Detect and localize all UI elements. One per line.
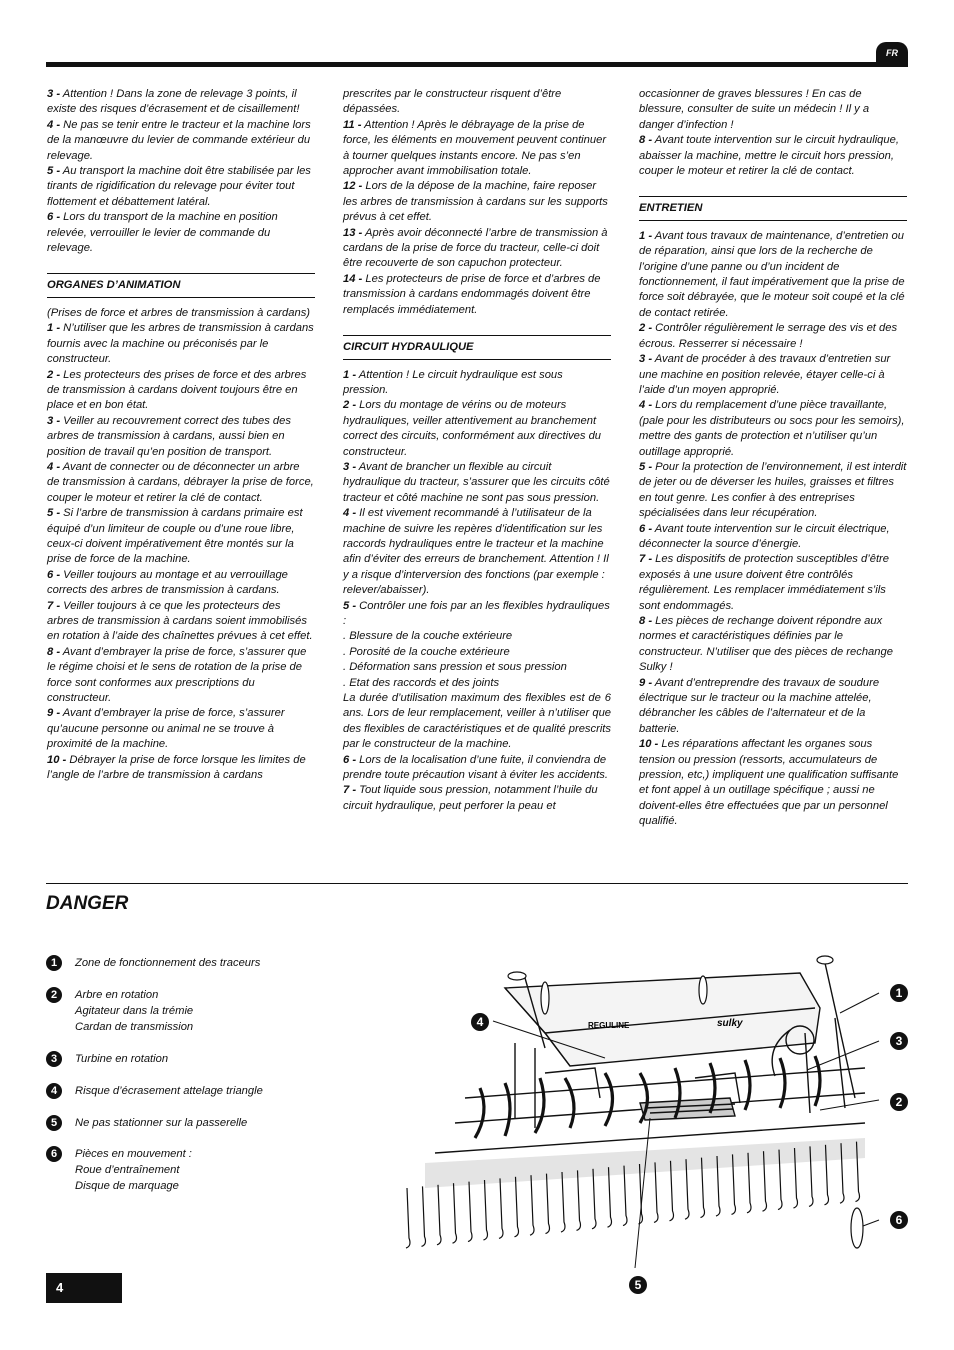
- tine: [406, 1188, 410, 1248]
- item-text: Avant toute intervention sur le circuit hydraulique, abaisser la machine, mettre le circuit hors pression, couper le moteur et retirer la clé de contact.: [639, 134, 899, 178]
- figure-number-4: 4: [471, 1013, 489, 1031]
- list-item: [639, 552, 907, 614]
- list-item: [343, 753, 611, 784]
- list-item: [639, 460, 907, 522]
- figure-number-3: 3: [890, 1032, 908, 1050]
- list-item: [47, 706, 315, 752]
- item-text: Les dispositifs de protection susceptibles d’être exposés à une usure doivent être contrôlés régulièrement. Les remplacer immédiatement s’ils sont endommagés.: [639, 553, 889, 612]
- list-item: [47, 599, 315, 645]
- item-text: Lors de la dépose de la machine, faire reposer les arbres de transmission à cardans sur les supports prévus à cet effet.: [343, 180, 608, 224]
- danger-title: DANGER: [46, 893, 129, 914]
- item-number: 6 -: [639, 522, 653, 535]
- item-text: Avant d’embrayer la prise de force, s’assurer qu’aucune personne ou animal ne se trouve à proximité de la machine.: [47, 707, 285, 751]
- item-number: 9 -: [639, 676, 653, 689]
- tine: [499, 1178, 503, 1238]
- list-item: [47, 506, 315, 568]
- tine: [437, 1185, 441, 1245]
- bullet-item: . Porosité de la couche extérieure: [343, 645, 510, 658]
- item-number: 6 -: [343, 753, 357, 766]
- item-text: Attention ! Dans la zone de relevage 3 points, il existe des risques d’écrasement et de cisaillement!: [47, 88, 300, 116]
- item-number: 4 -: [343, 507, 357, 520]
- list-item: [47, 87, 315, 118]
- list-item: [639, 737, 907, 829]
- tine: [453, 1183, 457, 1243]
- tine: [608, 1167, 612, 1227]
- item-text: Avant toute intervention sur le circuit électrique, déconnecter la source d’énergie.: [639, 522, 890, 550]
- tine: [468, 1182, 472, 1242]
- item-text: Les protecteurs de prise de force et d’arbres de transmission à cardans endommagés doivent être remplacés immédiatement.: [343, 272, 601, 316]
- item-text: Lors du transport de la machine en position relevée, verrouiller le levier de commande du relevage.: [47, 211, 278, 255]
- item-text: Avant d’entreprendre des travaux de soudure électrique sur le tracteur ou la machine attelée, débrancher les câbles de l’alternateur et de la batterie.: [639, 676, 880, 735]
- item-text: Avant de connecter ou de déconnecter un arbre de transmission à cardans, débrayer la prise de force, couper le moteur et retirer la clé de contact.: [47, 460, 314, 504]
- item-text: Au transport la machine doit être stabilisée par les tirants de rigidification du relevage pour éviter tout flottement et débattement latéral.: [47, 165, 311, 208]
- hopper-model-label: REGULINE: [588, 1021, 630, 1030]
- figure-number-6: 6: [890, 1211, 908, 1229]
- list-item: [47, 321, 315, 367]
- item-text: Il est vivement recommandé à l’utilisateur de la machine de suivre les repères d’identification sur les raccords hydrauliques entre le tracteur et la machine afin d’éviter des erreurs de branchement. Attention ! Il y a risque d’interversion des fonctions (par exemple : relever/abaisser).: [343, 507, 609, 597]
- item-number: 7 -: [47, 599, 61, 612]
- item-text: Lors de la localisation d’une fuite, il conviendra de prendre toute précaution visant à éviter les accidents.: [343, 753, 608, 782]
- continuation-text: occasionner de graves blessures ! En cas de blessure, consulter de suite un médecin ! Il y a danger d’infection !: [639, 88, 870, 131]
- list-item: [343, 368, 611, 399]
- list-item: [639, 522, 907, 553]
- tine: [422, 1186, 426, 1246]
- page-number: 4: [46, 1273, 122, 1303]
- item-number: 6 -: [47, 568, 61, 581]
- list-item: [47, 368, 315, 414]
- item-number: 4 -: [47, 460, 61, 473]
- paragraph-flexibles: La durée d’utilisation maximum des flexibles est de 6 ans. Lors de leur remplacement, veiller à n’utiliser que des flexibles de caractéristiques et de qualité prescrits par le constructeur de la machine.: [343, 692, 612, 751]
- language-tab: FR: [876, 42, 908, 64]
- continuation-text: prescrites par le constructeur risquent d’être dépassées.: [343, 88, 562, 116]
- item-number: 3 -: [47, 88, 61, 100]
- list-item: [343, 118, 611, 180]
- danger-rule: [46, 883, 908, 884]
- list-item: [639, 676, 907, 738]
- column-2: [343, 87, 611, 814]
- item-number: 6 -: [47, 211, 61, 224]
- item-number: 12 -: [343, 180, 363, 193]
- list-item: [343, 460, 611, 506]
- item-number: 3 -: [639, 353, 653, 366]
- item-number: 9 -: [47, 707, 61, 720]
- item-text: Avant de procéder à des travaux d’entretien sur une machine en position relevée, étayer celle-ci à l’aide d’un moyen approprié.: [639, 353, 891, 396]
- item-text: Après avoir déconnecté l’arbre de transmission à cardans de la prise de force du tracteur, celle-ci doit être recouverte de son capuchon protecteur.: [343, 226, 608, 270]
- bullet-item: . Blessure de la couche extérieure: [343, 630, 513, 643]
- list-item: [47, 460, 315, 506]
- figure-number-1: 1: [890, 984, 908, 1002]
- item-text: Avant de brancher un flexible au circuit hydraulique du tracteur, s’assurer que les circuits côté tracteur et côté machine ne sont pas sous pression.: [343, 460, 610, 504]
- item-number: 2 -: [639, 322, 653, 335]
- item-number: 8 -: [639, 134, 653, 147]
- section-title-organes: ORGANES D’ANIMATION: [47, 273, 315, 297]
- list-item: [343, 783, 611, 814]
- item-text: Si l’arbre de transmission à cardans primaire est équipé d’un limiteur de couple ou d’une roue libre, ceux-ci doivent impérativement être montés sur la prise de force de la machine.: [47, 507, 303, 566]
- list-item: [639, 321, 907, 352]
- list-item: [47, 414, 315, 460]
- column-1: [47, 87, 315, 783]
- section-title-hydraulique: CIRCUIT HYDRAULIQUE: [343, 335, 611, 359]
- tine: [577, 1170, 581, 1230]
- item-text: Les protecteurs des prises de force et des arbres de transmission à cardans doivent toujours être en place et en bon état.: [47, 368, 307, 412]
- item-number: 14 -: [343, 272, 363, 285]
- bullet-item: . Déformation sans pression et sous pression: [343, 661, 567, 674]
- list-item: [343, 272, 611, 318]
- item-text: Veiller au recouvrement correct des tubes des arbres de transmission à cardans, aussi bien en position de travail qu’en position de transport.: [47, 414, 291, 458]
- item-number: 13 -: [343, 226, 363, 239]
- list-item: [639, 614, 907, 676]
- item-number: 4 -: [47, 118, 61, 131]
- list-item: [47, 164, 315, 210]
- seed-drill-illustration: [395, 948, 915, 1293]
- tine: [530, 1175, 534, 1235]
- item-number: 11 -: [343, 118, 362, 131]
- item-text: Lors du montage de vérins ou de moteurs hydrauliques, veiller attentivement au branchement correct des circuits, conformément aux directives du constructeur.: [343, 399, 602, 458]
- list-item: [343, 398, 611, 460]
- section-title-entretien: ENTRETIEN: [639, 196, 907, 220]
- item-text: Débrayer la prise de force lorsque les limites de l’angle de l’arbre de transmission à cardans: [47, 753, 306, 782]
- header-rule: [46, 62, 908, 67]
- item-number: 4 -: [639, 399, 653, 412]
- item-text: Veiller toujours au montage et au verrouillage corrects des arbres de transmission à cardans.: [47, 568, 288, 597]
- tine: [623, 1166, 627, 1226]
- item-text: Avant tous travaux de maintenance, d’entretien ou de réparation, ainsi que lors de la recherche de l’origine d’une panne ou d’un incident de fonctionnement, il faut impérativement que la prise de force soit débrayée, que le moteur soit coupé et la clé de contact retirée.: [639, 229, 905, 319]
- item-number: 7 -: [639, 553, 653, 566]
- item-number: 1 -: [47, 322, 61, 335]
- tine: [546, 1174, 550, 1234]
- item-text: Pour la protection de l’environnement, il est interdit de jeter ou de déverser les huiles, graisses et filtres en tout genre. Les confier à des entreprises spécialisées dans leur récupération.: [639, 460, 907, 520]
- list-item: [343, 506, 611, 598]
- list-item: [639, 229, 907, 321]
- item-text: Ne pas se tenir entre le tracteur et la machine lors de la manœuvre du levier de commande extérieur du relevage.: [47, 118, 311, 162]
- item-number: 8 -: [47, 645, 61, 658]
- list-item: [47, 210, 315, 256]
- item-number: 8 -: [639, 615, 653, 627]
- item-text: Attention ! Le circuit hydraulique est sous pression.: [343, 368, 563, 396]
- item-number: 7 -: [343, 784, 357, 797]
- list-item: [343, 226, 611, 272]
- figure-number-5: 5: [629, 1276, 647, 1294]
- item-number: 1 -: [639, 229, 653, 242]
- item-text: Lors du remplacement d’une pièce travaillante, (pale pour les distributeurs ou socs pour les semoirs), mettre des gants de protection et n’utiliser qu’un outillage approprié.: [639, 399, 905, 458]
- item-number: 5 -: [343, 599, 357, 612]
- item-text: Les réparations affectant les organes sous tension ou pression (ressorts, accumulateurs de pression, etc,) impliquent une qualification suffisante et font appel à un outillage spécifique ; aussi ne doivent-elles être effectuées que par un personnel qualifié.: [639, 738, 899, 828]
- item-number: 3 -: [343, 460, 357, 473]
- item-number: 2 -: [343, 399, 357, 412]
- list-item: [343, 179, 611, 225]
- list-item: [47, 645, 315, 707]
- list-item: [639, 398, 907, 460]
- item-number: 1 -: [343, 368, 357, 381]
- item-number: 5 -: [47, 165, 61, 178]
- tine: [561, 1172, 565, 1232]
- item-text: Avant d’embrayer la prise de force, s’assurer que le régime choisi et le sens de rotation de la prise de force sont conformes aux prescriptions du constructeur.: [47, 645, 307, 705]
- hopper-brand-label: sulky: [717, 1018, 743, 1029]
- list-item: [343, 599, 611, 630]
- section-intro: (Prises de force et arbres de transmission à cardans): [47, 306, 311, 319]
- item-text: N’utiliser que les arbres de transmission à cardans fournis avec la machine ou préconisés par le constructeur.: [47, 322, 314, 366]
- item-number: 2 -: [47, 368, 61, 381]
- item-text: Contrôler régulièrement le serrage des vis et des écrous. Resserrer si nécessaire !: [639, 322, 898, 350]
- list-item: [47, 118, 315, 164]
- list-item: [47, 753, 315, 784]
- tine: [484, 1180, 488, 1240]
- list-item: [639, 133, 907, 179]
- list-item: [47, 568, 315, 599]
- item-text: Tout liquide sous pression, notamment l’huile du circuit hydraulique, peut perforer la peau et: [343, 784, 598, 812]
- item-text: Veiller toujours à ce que les protecteurs des arbres de transmission à cardans soient immobilisés en rotation à l’aide des chaînettes prévues à cet effet.: [47, 599, 313, 643]
- item-number: 5 -: [47, 507, 61, 520]
- column-3: [639, 87, 907, 830]
- item-text: Les pièces de rechange doivent répondre aux normes et caractéristiques définies par le constructeur. N’utiliser que des pièces de rechange Sulky !: [639, 615, 893, 674]
- list-item: [639, 352, 907, 398]
- tine: [592, 1169, 596, 1229]
- item-number: 10 -: [47, 753, 67, 766]
- item-number: 5 -: [639, 460, 653, 473]
- tine: [515, 1177, 519, 1237]
- bullet-item: . Etat des raccords et des joints: [343, 676, 500, 689]
- item-text: Attention ! Après le débrayage de la prise de force, les éléments en mouvement peuvent continuer à tourner quelques instants encore. Ne pas s’en approcher avant immobilisation totale.: [343, 118, 607, 178]
- item-text: Contrôler une fois par an les flexibles hydrauliques :: [343, 599, 610, 627]
- figure-number-2: 2: [890, 1093, 908, 1111]
- item-number: 10 -: [639, 738, 659, 751]
- item-number: 3 -: [47, 414, 61, 427]
